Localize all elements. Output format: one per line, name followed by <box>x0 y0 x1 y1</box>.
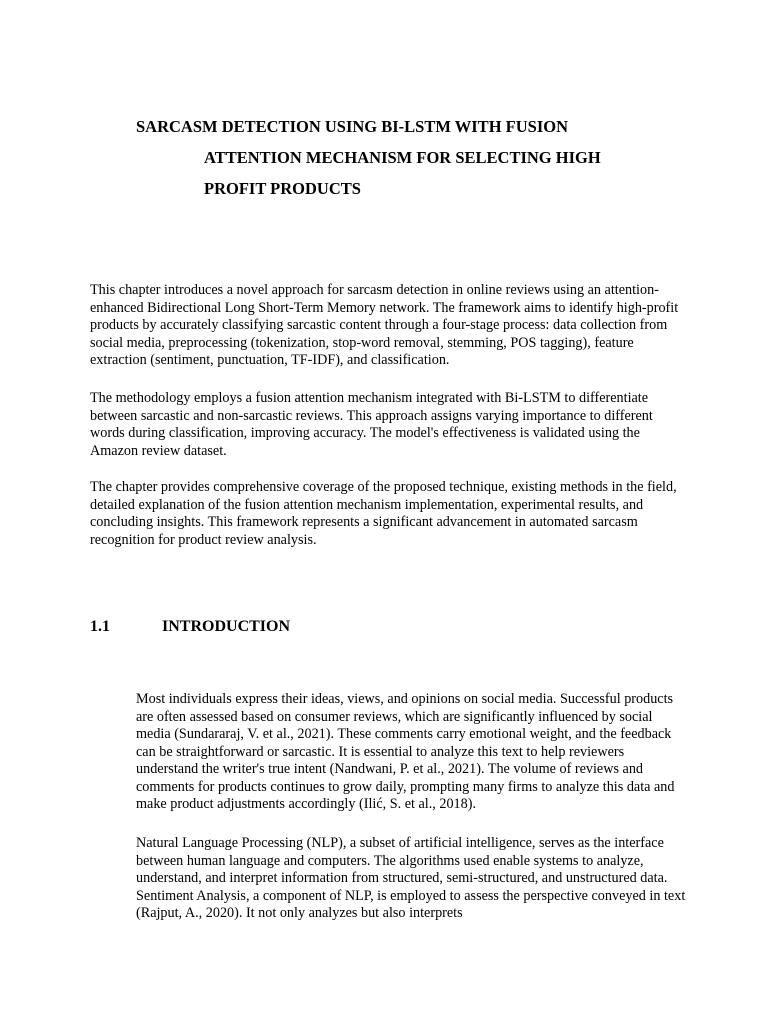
section-number: 1.1 <box>90 618 110 635</box>
section-heading: INTRODUCTION <box>162 618 291 635</box>
chapter-title-line-3: PROFIT PRODUCTS <box>204 179 361 198</box>
abstract-paragraph: This chapter introduces a novel approach for sarcasm detection in online reviews using an attention-enhanced Bidirectional Long Short-Term Memory network. The framework aims to identify high-profit products by accurately classifying sarcastic content through a four-stage process: data collection from social media, preprocessing (tokenization, stop-word removal, stemming, POS tagging), feature extraction (sentiment, punctuation, TF-IDF), and classification. <box>90 282 679 368</box>
introduction-paragraph: Natural Language Processing (NLP), a subset of artificial intelligence, serves as the interface between human language and computers. The algorithms used enable systems to analyze, understand, and interpret information from structured, semi-structured, and unstructured data. Sentiment Analysis, a component of NLP, is employed to assess the perspective conveyed in text (Rajput, A., 2020). It not only analyzes but also interprets <box>136 835 686 921</box>
introduction-paragraph: Most individuals express their ideas, views, and opinions on social media. Successful products are often assessed based on consumer reviews, which are significantly influenced by social media (Sundararaj, V. et al., 2021). These comments carry emotional weight, and the feedback can be straightforward or sarcastic. It is essential to analyze this text to help reviewers understand the writer's true intent (Nandwani, P. et al., 2021). The volume of reviews and comments for products continues to grow daily, prompting many firms to analyze this data and make product adjustments accordingly (Ilić, S. et al., 2018). <box>136 691 675 812</box>
chapter-title-line-2: ATTENTION MECHANISM FOR SELECTING HIGH <box>204 148 601 167</box>
abstract-paragraph: The methodology employs a fusion attention mechanism integrated with Bi-LSTM to differentiate between sarcastic and non-sarcastic reviews. This approach assigns varying importance to different words during classification, improving accuracy. The model's effectiveness is validated using the Amazon review dataset. <box>90 390 653 459</box>
abstract-paragraph: The chapter provides comprehensive coverage of the proposed technique, existing methods in the field, detailed explanation of the fusion attention mechanism implementation, experimental results, and concluding insights. This framework represents a significant advancement in automated sarcasm recognition for product review analysis. <box>90 479 677 548</box>
chapter-title-line-1: SARCASM DETECTION USING BI-LSTM WITH FUSION <box>136 117 568 136</box>
